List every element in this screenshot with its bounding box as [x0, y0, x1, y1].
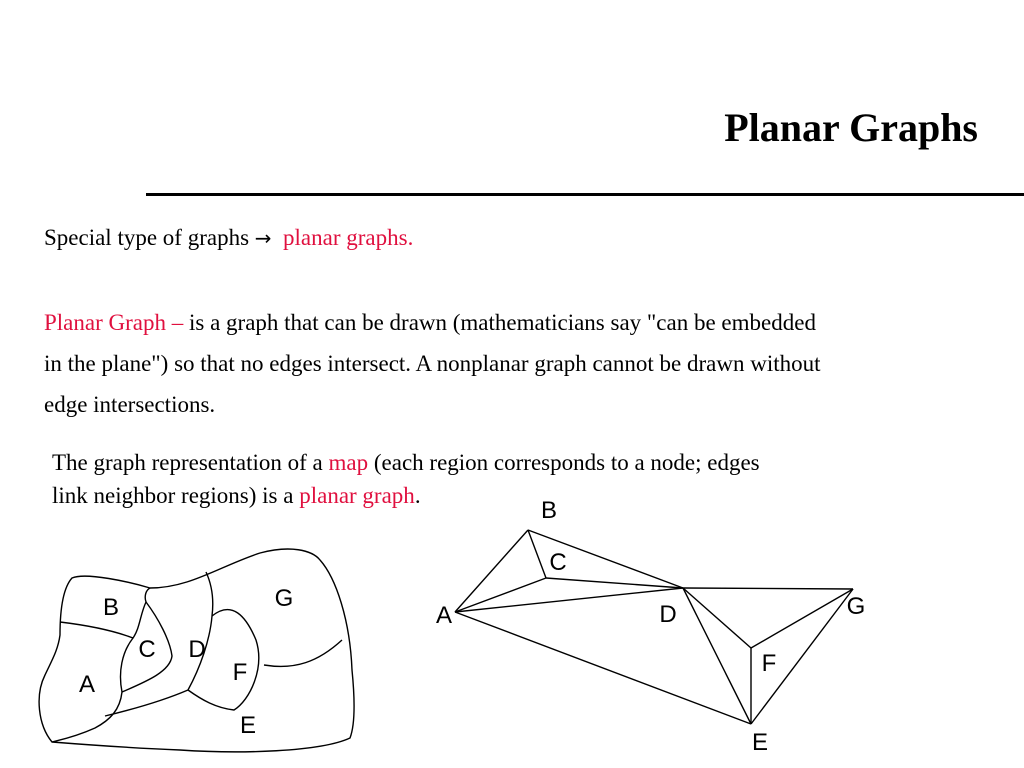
edge-a-d — [455, 588, 683, 612]
definition-row-3: edge intersections. — [44, 392, 216, 417]
edge-f-g — [751, 589, 853, 648]
map-text-2b: . — [414, 483, 421, 508]
graph-labels — [436, 497, 865, 756]
map-label-g: G — [274, 585, 294, 612]
node-label-f: F — [761, 650, 777, 677]
node-label-g: G — [846, 593, 866, 620]
graph-edges — [455, 530, 853, 724]
intro-text: Special type of graphs — [44, 225, 255, 250]
map-word: map — [328, 450, 369, 475]
edge-c-d — [546, 578, 683, 588]
slide-title: Planar Graphs — [724, 105, 978, 150]
map-label-f: F — [232, 659, 248, 686]
definition-term: Planar Graph – — [44, 310, 184, 335]
intro-highlight: planar graphs. — [283, 225, 414, 250]
map-label-e: E — [239, 712, 257, 739]
edge-a-e — [455, 612, 751, 724]
edge-a-b — [455, 530, 528, 612]
node-label-d: D — [659, 601, 677, 628]
right-arrow-icon: → — [254, 226, 272, 250]
map-highlight: planar graph — [299, 483, 415, 508]
edge-b-c — [528, 530, 546, 578]
map-text-1b: (each region corresponds to a node; edges — [368, 450, 760, 475]
map-text-1a: The graph representation of a — [52, 450, 329, 475]
node-label-c: C — [549, 549, 567, 576]
map-label-a: A — [78, 671, 96, 698]
map-label-c: C — [138, 636, 156, 663]
node-label-a: A — [435, 602, 453, 629]
edge-d-e — [683, 588, 751, 724]
definition-text-1: is a graph that can be drawn (mathematicians say "can be embedded — [183, 310, 816, 335]
map-label-b: B — [102, 594, 120, 621]
node-label-e: E — [751, 729, 769, 756]
edge-d-f — [683, 588, 751, 648]
definition-row-2: in the plane") so that no edges intersect. A nonplanar graph cannot be drawn without — [44, 351, 821, 376]
map-text-2a: link neighbor regions) is a — [52, 483, 300, 508]
edge-d-g — [683, 588, 853, 589]
map-border-6 — [264, 640, 342, 666]
node-label-b: B — [540, 497, 558, 524]
map-label-d: D — [188, 636, 206, 663]
